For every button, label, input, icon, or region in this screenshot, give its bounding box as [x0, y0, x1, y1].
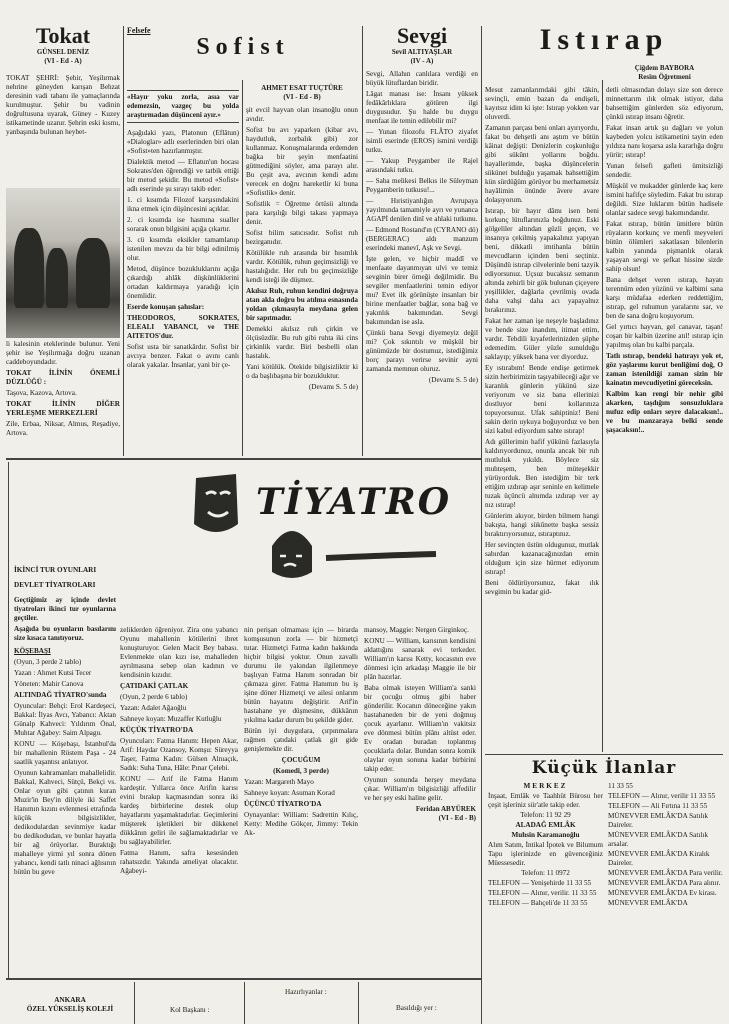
ad-r9: MÜNEVVER EMLÂK'DA Ev kirası.: [608, 889, 717, 897]
sevgi-article: [366, 24, 478, 387]
sevgi-text-7: — Edmond Rostand'ın (CYRANO dö) (BERGERAC) aldı manzum eserindeki manevî, Aşk ve Sevgi.: [366, 225, 478, 252]
footer-school-city: ANKARA: [54, 996, 86, 1004]
istirap-text-5: Ey ıstırabım! Bende endişe getirmek sizin herbirimizin taşıyabileceği ağır ve karanlık günlerin yükünü size veriyorum ve siz bana ellerinizi dostluyor beni kollarınıza topuyorsunuz. Ufak sahiptiniz! Beni sakin derin uykuya boğuyorduz ve ben sizi kabul ediyordum sahte ıstırap!: [485, 364, 599, 435]
ads-col-1: [488, 782, 603, 909]
ad-r10: MÜNEVVER EMLÂK'DA: [608, 899, 688, 907]
tiyatro-text-e1: mansoy, Maggie: Nergen Girginkoç.: [364, 626, 469, 634]
footer-kol-baskani: Kol Başkanı :: [170, 1006, 210, 1014]
sofist-text-15: Yani kötülük. Ötekide bilgisizliktir ki o da başlıbaşına bir bozukluktur.: [246, 362, 358, 380]
sofist-quote: «Hayır yoku zorla, asıa var edemezsin, vazgeç bu yolda araştırmadan düşünceni ayır.»: [127, 90, 239, 123]
tiyatro-intro-1: Geçtiğimiz ay içinde devlet tiyatroları ikinci tur oyunlarına geçtiler.: [14, 596, 116, 622]
ad-aladag-text: Alım Satım, İntikal İpotek ve Bilumum Tapu işlerinizde en güvenceğiniz Müessesedir.: [488, 841, 603, 867]
sofist-byline-class: (VI - Ed - B): [283, 92, 321, 101]
istirap-text-11: Fakat insan artık şu dağları ve yolun kaybeden yolcu istikametini tayin eden yıldıza nanı koşarsa asla kararlığa doğru yürür; ıstırap!: [606, 123, 723, 159]
footer-basildigi-yer: Basıldığı yer :: [396, 1004, 437, 1012]
ad-merkez-heading: MERKEZ: [523, 782, 568, 790]
tiyatro-play-catidaki: ÇATIDAKİ ÇATLAK: [120, 682, 189, 690]
tiyatro-catidaki-desc: Fatma Hanım, safra kesesinden rahatsızdır. Yakında ameliyat olacaktır. Ağabeyi-: [120, 849, 238, 875]
tiyatro-text-e2: KONU — William, karısının kendisini aldattığını sanarak evi terkeder. William'ın karısı Ketty, kocasının eve dönmesi için arkadaşı Maggie ile bir plân hazırlar.: [364, 637, 476, 681]
footer-divider: [6, 978, 481, 980]
tiyatro-kosebasi-author: Yazan : Ahmet Kutsi Tecer: [14, 669, 92, 677]
ads-title: Küçük İlanlar: [531, 758, 677, 778]
sevgi-title: Sevgi: [396, 23, 448, 48]
ad-telefon-1: TELEFON — Yenişehirde 11 33 55: [488, 879, 592, 887]
sofist-kicker: Felsefe: [127, 26, 151, 35]
sevgi-byline-class: (IV - A): [410, 56, 434, 65]
sevgi-text-3: — Yunan filozofu FLÂTO ziyafet isimli eserinde (EROS) ismini verdiği tutku.: [366, 127, 478, 154]
sofist-text-3: 1. ci kısımda Filozof karşısındakini ikna etmek için düşüncesini açıklar.: [127, 196, 239, 213]
sofist-col-2: [246, 84, 358, 394]
istirap-text-17: Tatlı ıstırap, bendeki hatırayı yok et, göz yaşlarımı kurut benliğimi doğ, O zaman istenildiği zaman sizin bir kainatın mevcudiyetini göreceksin.: [606, 351, 723, 387]
tiyatro-frame-left: [8, 462, 9, 978]
ad-r2: TELEFON — Alınır, verilir 11 33 55: [608, 792, 716, 800]
sofist-text-7: Sofist usta bir sanatkârdır. Sofist bir avcıya benzer. Fakat o avını canlı olarak yakalar. İnsanlar, yani bir çe-: [127, 343, 239, 369]
tiyatro-col-2: [120, 626, 238, 878]
tokat-byline-name: GÜNSEL DENİZ: [36, 48, 90, 56]
footer-divider-v: [244, 982, 245, 1024]
istirap-text-4: Fakat her zaman işe neşeyle başladınız ve bende size inandım, itimat ettim, vardır. Tebdili kıyafetlerinizden şüphe edemedim. Güler yüzle sunulduğu saklayıp; yüksek bana ver diyorduz.: [485, 317, 599, 361]
ad-telefon-3: TELEFON — Bahçeli'de 11 33 55: [488, 899, 588, 907]
istirap-byline-name: Çiğdem BAYBORA: [634, 64, 695, 72]
ad-merkez-phone: Telefon: 11 92 29: [520, 811, 571, 819]
sofist-text-12: Kötülükle ruh arasında bir hısımlık vardır. Kötülük, ruhun geçimsizliği ve hastalığıdır. Her ruh bu geçimsizliğe kendi isteği ile düşmez.: [246, 248, 358, 284]
tiyatro-intro-2: Aşağıda bu oyunların basılarını size kısaca tanıtıyoruz.: [14, 625, 116, 642]
istirap-text-3: Istırap, bir hayır dâmı isen beni korkunç lütuflarınızla boğdunuz. Eski gölgeliler altından güzli geçen, ve insanıya çekilmiş yapakalınız yapıyan beni, dikkatli imtihanla bütün mevcudların içinden beni seçtiniz. Düşündü istırap cilvelerinle beni tazyik ediyorsunuz. Uçsuz bucaksız semanın altında zehirli bir gök bulunan çiçeyere yeşillikler, dağlarla çevrilmiş ovada daha vahşi daha acı yapayalnız bırakırınız.: [485, 207, 599, 314]
istirap-col-1: [485, 86, 599, 599]
tiyatro-venue-ucuncu: ÜÇÜNCÜ TİYATRO'DA: [244, 800, 322, 808]
footer-school-name: ÖZEL YÜKSELİŞ KOLEJİ: [26, 1005, 114, 1013]
ads-col-2: [608, 782, 723, 909]
tokat-text-1: TOKAT ŞEHRİ: Şehir, Yeşilırmak nehrine güneyden karışan Behzat deresinin vadi tabanı ile yamaçlarında kurulmuştur. Şehir bu vadinin doğrultusuna uyarak, Güney - Kuzey istikametinde uzanır. Şehrin eski kısmı, yanbaşında bulunan heybet-: [6, 73, 120, 136]
sofist-text-6: Metod, düşünce bozukluklarını açığa çıkardığı ahlâk düşkünlüklerini ortadan kaldırmaya yaradığı için önemlidir.: [127, 265, 239, 300]
ad-r4: MÜNEVVER EMLÂK'DA Satılık Daireler.: [608, 812, 708, 829]
ads-header: [485, 758, 723, 779]
istirap-header: [485, 24, 723, 56]
tiyatro-catidaki-cast: Oyuncuları: Fatma Hanım: Hepen Akar, Arif: Haydar Ozansoy, Komşu: Süreyya Taşer, Fatma Kadın: Gülsen Alnıaçık, Sadık: Suha Tuna, Hâle: Pınar Çelebi.: [120, 737, 238, 772]
istirap-text-7: Günlerim akıyor, birden bilmem hangi bakışta, hangi sükûnette başka sessiz bıraktırıyorsunuz, ıstıraptınız.: [485, 512, 599, 538]
tokat-text-4: Zile, Erbaa, Niksar, Almus, Reşadiye, Artova.: [6, 420, 120, 437]
tiyatro-kosebasi-director: Yöneten: Mahir Canova: [14, 680, 84, 688]
istirap-text-2: Zamanın parçası beni onları ayırıyordu, fakat bu dehşetli anı aştım ve bütün kâinat değişti: Denizlerin coşkunluğu gibi sükûnt yollarını boğdu. hayallerimde, başka düşüncelerin sükünet bulduğu yaşamak bahsettiğim kün sürdüğüm görüyor bu merhametsiz hayâlimin önünde âvere avare dolaşıyorum.: [485, 124, 599, 204]
sofist-text-1: Aşağıdaki yazı, Platonun (Eflâtun) «Dialoglar» adlı eserlerinden biri olan «Sofist»ten hazırlanmıştır.: [127, 129, 239, 155]
column-divider: [242, 80, 243, 456]
ad-merkez-text: İnşaat, Emlâk ve Taahhüt Bürosu her çeşit işleriniz sür'atle takip eder.: [488, 792, 603, 809]
tiyatro-text-e3: Baba olmak isteyen William'a sanki bir çocuğu olmuş gibi haber gönderilir. Kocanın döneceğine yakın hastahaneden bir de yeni doğmuş çocuk ayarlanır. William'ın vakitsiz eve dönmesi bütün plânı altüst eder. Ev oradan buradan toplanmış çocuklarla dolar. Bundan sonra komik olaylar oyun sonuna kadar birbirini takip eder.: [364, 684, 476, 773]
tiyatro-kosebasi-desc: Oyunun kahramanları mahallelidir. Bakkal, Kahveci, Sütçü, Bekçi vs. Onlar oyun gibi çatının kuran Muzir'in Bey'in diliyle iki Saffet Hanımın kızını evlenmesi etrafında küçük bilgisizlikler, dedikodulardan sevinmiye kadar bu dedikodudan, ve bunlar hayatla bir ağ örüyorlar. Buraktığı mahalleye yirmi yıl sonra dönen yabancı, kendi tatlı ninaci ağlısının bütün bu geve: [14, 769, 116, 876]
tiyatro-cocugum-author: Yazan: Margareth Mayo: [244, 778, 314, 786]
sevgi-text-8: İşte gelen, ve hiçbir maddî ve menfaate dayanmıyan ulvi ve temiz sevginin birer örneği değilmidir. Bu sevgiler menfaatlerini temin ediyor mu? Evet ilk görünüşte insanları bir birine menfaatler bağlar, sona bağ ve yakınlık bakımından. Sevgi bakımından ise asla.: [366, 254, 478, 326]
ad-aladag-heading: ALADAĞ EMLÂK: [515, 821, 576, 829]
sevgi-text-9: Çünkü bana Sevgi diyemeyiz değil mi? Çok sıkıntılı ve müşkül bir günümüzde bir dostumuz, istediğimiz borç parayı verirse sevinir ayni zamanda memnun oluruz.: [366, 328, 478, 373]
tokat-text-3: Taşova, Kazova, Artova.: [6, 389, 77, 397]
ad-r7: MÜNEVVER EMLÂK'DA Para verilir.: [608, 869, 723, 877]
tiyatro-catidaki-author: Yazan: Adalet Ağaoğlu: [120, 704, 187, 712]
sofist-text-10: Sofistlik = Öğretme örtüsü altında para karşılığı bilgi takası yapmaya denir.: [246, 199, 358, 226]
tiyatro-kosebasi-plot: KONU — Köşebaşı, İstanbul'da bir mahallenin Rüstem Paşa - 24 saatlik yaşantısı anlatıyor.: [14, 740, 116, 766]
tiyatro-logo-text: TİYATRO: [256, 481, 452, 523]
sevgi-text-1: Sevgi, Allahın canlılara verdiği en büyük lütuflardan biridir.: [366, 69, 478, 87]
tiyatro-byline-class: (VI - Ed - B): [438, 813, 476, 822]
footer-divider-v: [134, 982, 135, 1024]
tokat-byline-class: (VI - Ed - A): [44, 56, 82, 65]
ad-telefon-2: TELEFON — Alınır, verilir. 11 33 55: [488, 889, 597, 897]
istirap-text-8: Her sevinçten üstün oldugunuz, mutlak sabırdan kazanacağınızdan emin olduğum için size hürmet ediyorum ıstırap!: [485, 541, 599, 576]
tiyatro-kosebasi-format: (Oyun, 3 perde 2 tablo): [14, 658, 82, 666]
istirap-text-13: Müşkül ve mukadder günlerde kaç kere ismini hafifçe söyledim. Fakat bu ıstırap değildi. Size luklarım bütün hadisele olanlar sadece sevgi bakımındandır.: [606, 181, 723, 217]
istirap-text-16: Gel yırtıcı hayvan, gel canavar, taşan! coşan bir kalbin üzerine atıl! ıstırap için yapılmış olan bu kalbi parçala.: [606, 322, 723, 349]
tokat-heading-1: TOKAT İLİNİN ÖNEMLİ DÜZLÜĞÜ :: [6, 369, 120, 386]
tiyatro-cocugum-director: Sahneye koyan: Asuman Korad: [244, 789, 335, 797]
sofist-col-1: [127, 84, 239, 372]
tiyatro-text-e4: Oyunun sonunda herşey meydana çıkar. William'ın bilgisizliği affedilir ve her şey eski haline gelir.: [364, 776, 476, 802]
tiyatro-heading-1: İKİNCİ TUR OYUNLARI: [14, 566, 97, 574]
footer-hazirlayanlar: Hazırlıyanlar :: [285, 988, 327, 996]
tiyatro-cocugum-cast: Oynayanlar: William: Sadrettin Kılıç, Ketty: Medihe Gökçer, Jimmy: Tekin Ak-: [244, 811, 358, 837]
sofist-title: Sofist: [196, 34, 290, 60]
istirap-text-15: Bana dehşet veren ıstırap, hayatı terennüm eden yüzünü ve kalbimi sana karşı müdafaa ederken reddettiğim, ıstırap, gel ruhumun yaralarını sar, ve ben de sana doğru koşuyorum.: [606, 275, 723, 320]
ad-r5: MÜNEVVER EMLÂK'DA Satılık arsalar.: [608, 831, 708, 848]
column-divider: [123, 26, 124, 456]
tiyatro-play-cocugum: ÇOCUĞUM: [281, 756, 321, 764]
tiyatro-kosebasi-cast: Oyuncular: Behçi: Erol Kardeşeci, Bakkal: İlyas Avcı, Yabancı: Aktan Günalp Kahveci: Yıldırım Önal, Muhtar Ağabey: Saim Alpagu.: [14, 702, 116, 737]
istirap-col-2: [606, 64, 723, 437]
sofist-header: [127, 26, 359, 60]
section-divider: [6, 458, 481, 460]
tiyatro-logo-area: [176, 466, 452, 584]
tiyatro-venue-altindag: ALTINDAĞ TİYATRO'sunda: [14, 691, 107, 699]
sofist-people: THEODOROS, SOKRATES, ELEALI YABANCI, ve THE AITETOS'dur.: [127, 314, 239, 340]
tiyatro-col-4: [364, 626, 476, 823]
sofist-text-8: şit evcil hayvan olan insanoğlu onun avıdır.: [246, 105, 358, 123]
sofist-text-5: 3. cü kısımda eksikler tamamlanıp istenilen mevzu da bir bilgi edinilmiş olur.: [127, 236, 239, 262]
sevgi-text-6: — Hıristiyanlığın Avrupaya yayılmında tamamiyle ayrı ve yunanca AGAPİ denilen dinî ve ahlaki tutkunu.: [366, 196, 478, 223]
sofist-text-4: 2. ci kısımda ise hasmına sualler sorarak onun bilgisini açığa çıkartır.: [127, 216, 239, 233]
sevgi-text-2: Lâgat manası ise: İnsanı yüksek fedâkârlıklara götüren ilgi duygusudur. Şu halde bu duygu menfaat ile temin edilebilir mi?: [366, 89, 478, 125]
sofist-continued: (Devamı S. 5 de): [308, 382, 358, 391]
istirap-text-18: Kalbim kan rengi bir nehir gibi akarken, taşdığım sonsuzluklara nufuz edip onları seyre dalacaksın!.. ve bu manzaraya belki sende şaşacaksın!..: [606, 389, 723, 434]
ad-aladag-phone: Telefon: 11 0972: [521, 869, 570, 877]
sevgi-byline-name: Sevil ALTIYAŞLAR: [391, 48, 453, 56]
column-divider: [602, 80, 603, 752]
tiyatro-heading-2: DEVLET TİYATROLARI: [14, 581, 96, 589]
tiyatro-cocugum-format: (Komedi, 3 perde): [273, 767, 329, 775]
istirap-byline-role: Resim Öğretmeni: [638, 72, 691, 81]
tokat-article-cont: [6, 340, 120, 440]
tiyatro-catidaki-format: (Oyun, 2 perde 6 tablo): [120, 693, 188, 701]
footer-divider-v: [358, 982, 359, 1024]
tokat-text-2: li kalesinin eteklerinde bulunur. Yeni şehir ise Yeşilırmağa doğru uzanan caddeboyundadır.: [6, 340, 120, 366]
sofist-text-14: Demekki akılsız ruh çirkin ve ölçüsüzdür. Bu ruh gibi ruhta iki cins çirkinlik vardır. Biri besbelli olan hastalık.: [246, 324, 358, 360]
tiyatro-text-d1: nin perişan olmaması için — birarda komşusunun zorla — bir hizmetçi tutar. Hizmetçi Fatma kadın hakkında hiçbir bilgisi yoktur. Onun zavallı durumu ile yakından ilgilenmeye başlıyan Fatma Hanım sonradan bir çıkmaza girer. Fatma Hanımın bu iş işine döner Hizmetçi ve ailesi onlarım bütün hayatını değiştirir. Arif'in hastahane ye düşmesine, dükkânın yıkılma kadar durum bu şekilde gider.: [244, 626, 358, 724]
sofist-text-2: Dialektik metod — Eflatun'un hocası Sokrates'den öğrendiği ve tatbik ettiği bir metod şekidir. Bu metod «Sofist» adlı eserinde şu sırayı takib eder:: [127, 158, 239, 193]
sofist-heading-1: Eserde konuşan şahıslar:: [127, 303, 205, 311]
tiyatro-col-1: [14, 566, 116, 879]
sevgi-continued: (Devamı S. 5 de): [428, 375, 478, 384]
tokat-photo: [6, 188, 120, 338]
sevgi-text-5: — Saba melikesi Belkıs ile Süleyman Peygamberin tutkusu!...: [366, 176, 478, 194]
istirap-text-6: Adı güllerimin hafif yükünü fazlasıyla kaldırıyordunuz, onunla ancak bir ruh mutluluk yıkıldı. Böylece siz muhteşem, ben müteşekkir yürüyorduk. Ben istediğim bir terk ettiğim ızdırap aşır seninle en kelimele tuzak üçüncü alnımda ızdırap ver ay nız ıstırap!: [485, 438, 599, 509]
tiyatro-catidaki-director: Sahneye koyan: Muzaffer Kutluğlu: [120, 715, 222, 723]
tiyatro-text-c1: zeliklerden öğreniyor. Zira onu yabancı Oyunu mahallenin kötülerini ibret konuşturuyor. Gelen Macit Bey babası. Evlenmekte olan kızı ise, mahalleden ayrılmasına sebep olan kadının ve kendisinin kızıdır.: [120, 626, 238, 679]
istirap-text-10: detli olmasından dolayı size son derece minnettarım ılık olmak istiyor, daha bahsettiğim günlerden söz ediyorum, çünkü ıstırap insanı öğretir.: [606, 85, 723, 121]
tiyatro-col-3: [244, 626, 358, 840]
ad-r1: 11 33 55: [608, 782, 633, 790]
istirap-title: Istırap: [539, 23, 669, 56]
ad-r6: MÜNEVVER EMLÂK'DA Kiralık Daireler.: [608, 850, 710, 867]
tiyatro-byline-name: Feridan ABYÜREK: [415, 805, 476, 813]
sofist-text-13: Akılsız Ruh, ruhun kendini doğruya atan akla doğru bu atılma esnasında yoldan çıkmasıyla meydana gelen bir sapıtmadır.: [246, 286, 358, 322]
sofist-byline-name: AHMET ESAT TUÇTÜRE: [261, 84, 343, 92]
column-divider: [481, 26, 482, 1024]
ad-aladag-owner: Muhsin Karamanoğlu: [511, 831, 580, 839]
tiyatro-catidaki-plot: KONU — Arif ile Fatma Hanım kardeştir. Yıllarca önce Arifin karısı evini bırakıp kaçmasından sonra iki kardeş birbirlerine destek olup hayatlarını yaşamaktadırlar. Geçimlerini müşterek işletikleri bir dükkenel dükkânın geliri ile sağlamaktadırlar ve bu sağlayabilirler.: [120, 775, 238, 846]
sofist-text-9: Sofist bu avı yaparken (kibar avı, haydutluk, zorbalık gibi) zor kullanmaz. Konuşmalarında erdemden bağka bir şeyin menfaatini gütmediğini söyler, ama parayı alır. Bu çeşit ava, avcının kendi adını verecek en doğru hareketlir ki buna «Sofistlik» denir.: [246, 125, 358, 197]
istirap-text-12: Yunan felsefi gafleti ümitsizliği sendedir.: [606, 161, 723, 179]
footer-school: [10, 996, 130, 1014]
column-divider: [362, 26, 363, 456]
sevgi-text-4: — Yakup Peygamber ile Rajel arasındaki tutku.: [366, 156, 478, 174]
ad-r8: MÜNEVVER EMLÂK'DA Para alınır.: [608, 879, 721, 887]
tiyatro-venue-kucuk: KÜÇÜK TİYATRO'DA: [120, 726, 194, 734]
tokat-article: [6, 24, 120, 137]
istirap-text-14: Fakat ıstırap, bütün ümitlere bütün rüyaların korkunç ve menfi meyveleri bütün ölümleri sakatlasan bilenlerin kalbin yanında pişmanlık olarak yaşayan sevgi ve şefkat hissine sizde sahip olsun!: [606, 219, 723, 273]
ad-r3: TELEFON — Ali Fırtına 11 33 55: [608, 802, 708, 810]
istirap-text-1: Mesut zamanlarımdaki gibi tâkin, sevinçli, emin bazan da endişeli, kayıtsız idim ki işte: Istırap yokken var oluverdi.: [485, 86, 599, 121]
section-divider: [485, 754, 723, 755]
tiyatro-text-d2: Bütün iyi duygulara, çırpınmalara rağmen çatıdaki çatlak git gide genişlemekte dir.: [244, 727, 358, 753]
sofist-text-11: Sofist bilim satıcısıdır. Sofist ruh bezirganıdır.: [246, 228, 358, 246]
istirap-text-9: Beni öldürüyorsunuz, fakat ılık sevgimin bu kadar gid-: [485, 579, 599, 596]
tokat-title: Tokat: [35, 23, 91, 48]
tokat-heading-2: TOKAT İLİNİN DİĞER YERLEŞME MERKEZLERİ: [6, 400, 120, 417]
tiyatro-play-kosebasi: KÖŞEBAŞI: [14, 647, 51, 655]
